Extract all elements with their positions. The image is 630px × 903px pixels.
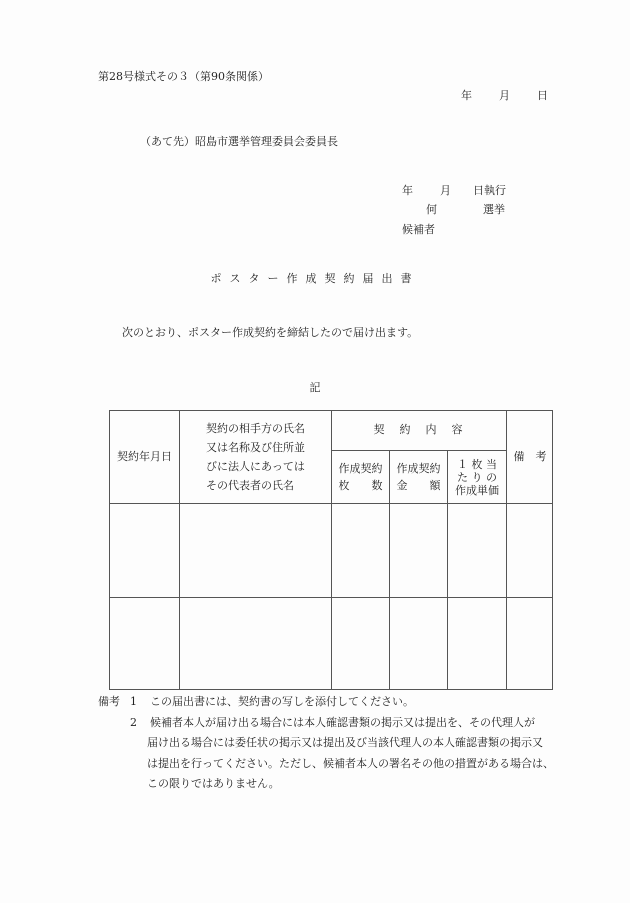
ki-heading: 記 <box>309 381 321 394</box>
election-name <box>426 201 505 217</box>
header-contract-content: 契 約 内 容 <box>373 423 465 437</box>
election-what: 何 <box>426 203 437 216</box>
election-date <box>402 182 506 198</box>
cell-counterparty[interactable] <box>180 504 331 597</box>
contract-table <box>109 410 553 690</box>
addressee: （あて先）昭島市選挙管理委員会委員長 <box>140 135 338 148</box>
note-text: この届出書には、契約書の写しを添付してください。 <box>150 695 414 708</box>
cell-remarks[interactable] <box>507 504 553 597</box>
cell-counterparty[interactable] <box>180 598 331 689</box>
cell-sheets[interactable] <box>332 598 389 689</box>
exec-month: 月 <box>440 184 451 197</box>
election-label: 選挙 <box>483 203 505 216</box>
submission-date <box>461 87 548 103</box>
header-counterparty: 契約の相手方の氏名 又は名称及び住所並 びに法人にあっては その代表者の氏名 <box>206 422 305 492</box>
exec-day: 日執行 <box>473 184 506 197</box>
header-amount: 作成契約 金 額 <box>396 462 441 492</box>
note-text-continued: 届け出る場合には委任状の掲示又は提出及び当該代理人の本人確認書類の掲示又 <box>147 736 543 749</box>
candidate-label: 候補者 <box>402 223 435 236</box>
header-unit-price: １ 枚 当 た り の 作成単価 <box>455 457 499 497</box>
header-remarks: 備 考 <box>513 449 547 463</box>
notes-section <box>98 692 554 795</box>
cell-amount[interactable] <box>390 504 447 597</box>
note-item <box>98 692 554 713</box>
notes-label: 備考 <box>98 695 120 708</box>
cell-contract-date[interactable] <box>110 504 179 597</box>
date-year: 年 <box>461 89 472 102</box>
note-text-continued: この限りではありません。 <box>147 777 280 790</box>
header-sheets: 作成契約 枚 数 <box>338 462 383 492</box>
note-text: 候補者本人が届け出る場合には本人確認書類の掲示又は提出を、その代理人が <box>150 715 535 729</box>
cell-contract-date[interactable] <box>110 598 179 689</box>
document-title: ポスター作成契約届出書 <box>210 272 420 285</box>
note-number: 2 <box>130 715 137 729</box>
cell-unit-price[interactable] <box>448 598 506 689</box>
exec-year: 年 <box>402 184 413 197</box>
header-contract-date: 契約年月日 <box>117 449 172 463</box>
intro-text: 次のとおり、ポスター作成契約を締結したので届け出ます。 <box>122 326 419 339</box>
note-item <box>98 713 554 734</box>
note-text-continued: は提出を行ってください。ただし、候補者本人の署名その他の措置がある場合は、 <box>147 756 554 770</box>
note-number: 1 <box>130 695 137 708</box>
cell-unit-price[interactable] <box>448 504 506 597</box>
date-month: 月 <box>499 89 510 102</box>
date-day: 日 <box>537 89 548 102</box>
cell-sheets[interactable] <box>332 504 389 597</box>
cell-amount[interactable] <box>390 598 447 689</box>
cell-remarks[interactable] <box>507 598 553 689</box>
form-number: 第28号様式その３（第90条関係） <box>98 70 269 83</box>
